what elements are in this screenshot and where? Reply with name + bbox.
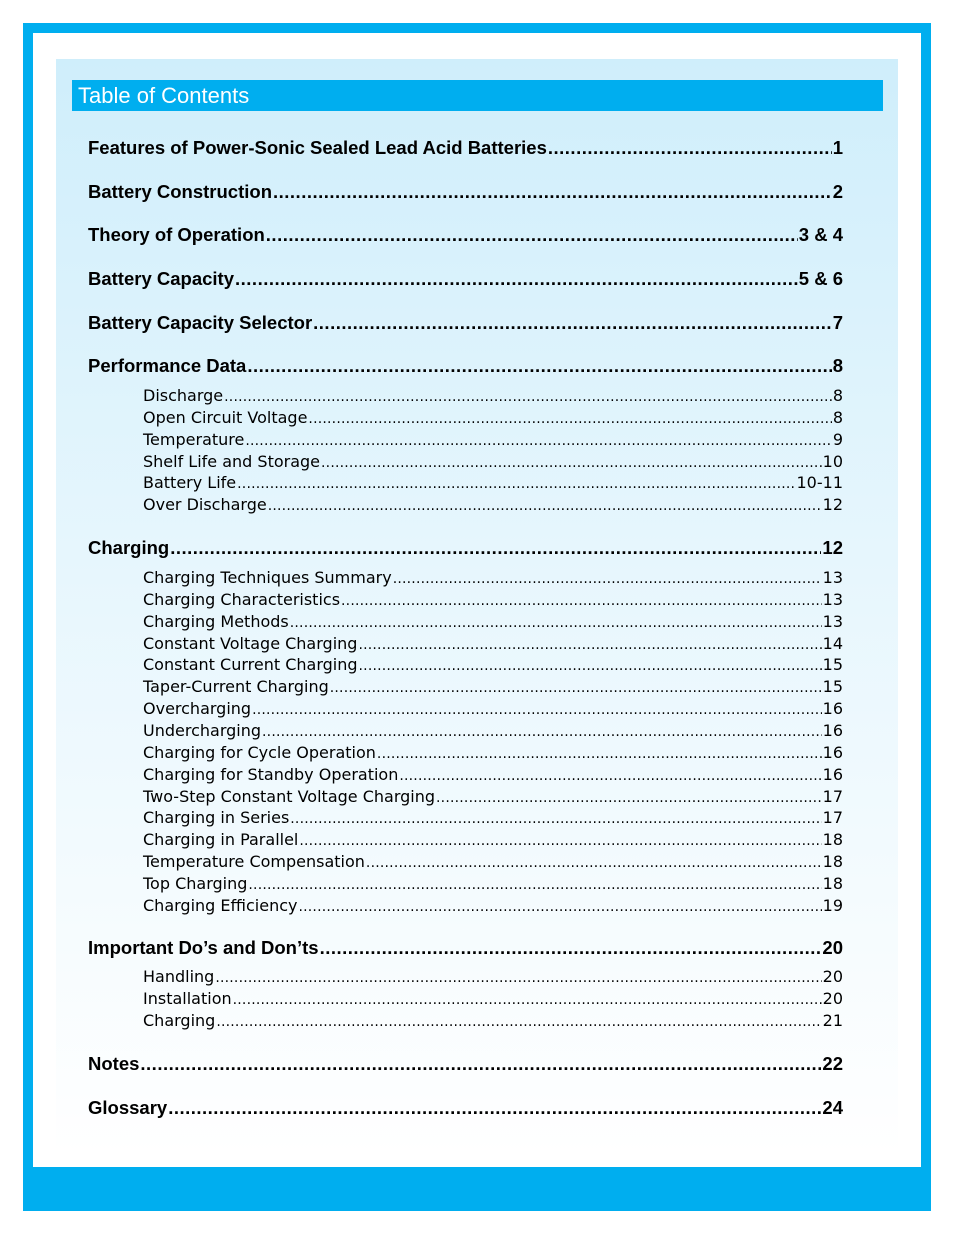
toc-subentry[interactable]	[143, 408, 843, 429]
toc-subentry-page: 10	[822, 451, 843, 471]
dot-leader	[248, 875, 821, 895]
toc-subentry-page: 16	[822, 699, 843, 719]
dot-leader	[290, 613, 822, 633]
toc-subentry-page: 18	[822, 852, 843, 872]
toc-entry-page: 8	[832, 355, 843, 376]
toc-subentry-label: Taper-Current Charging	[143, 677, 329, 697]
toc-subentry[interactable]	[143, 655, 843, 676]
toc-subentry-page: 8	[832, 407, 843, 427]
toc-subentry-label: Charging for Standby Operation	[143, 764, 399, 784]
toc-subentry-label: Installation	[143, 988, 232, 1008]
toc-subentry[interactable]	[143, 765, 843, 786]
dot-leader	[298, 897, 821, 917]
dot-leader	[399, 766, 821, 786]
toc-subentry-page: 13	[822, 568, 843, 587]
toc-subentry[interactable]	[143, 830, 843, 851]
toc-subentry-label: Charging Techniques Summary	[143, 568, 392, 587]
dot-leader	[252, 700, 822, 720]
toc-subentry-label: Over Discharge	[143, 495, 267, 515]
toc-subentry[interactable]	[143, 874, 843, 895]
toc-subentry[interactable]	[143, 677, 843, 698]
toc-entry-label: Theory of Operation	[88, 224, 265, 245]
toc-subentry-label: Charging for Cycle Operation	[143, 742, 376, 762]
toc-subentry-label: Temperature Compensation	[143, 852, 365, 872]
toc-entry[interactable]	[88, 937, 843, 959]
dot-leader	[359, 656, 822, 676]
toc-subentry-label: Overcharging	[143, 699, 252, 719]
toc-subentry-label: Constant Voltage Charging	[143, 633, 358, 653]
dot-leader	[224, 387, 832, 407]
dot-leader	[290, 809, 821, 829]
toc-entry-label: Battery Construction	[88, 181, 272, 202]
toc-subentry-page: 18	[822, 830, 843, 850]
toc-subentry[interactable]	[143, 386, 843, 407]
toc-subentry[interactable]	[143, 787, 843, 808]
dot-leader	[215, 968, 821, 988]
toc-subentry-page: 8	[832, 386, 843, 405]
toc-subentry[interactable]	[143, 989, 843, 1010]
toc-subentry[interactable]	[143, 495, 843, 516]
toc-subentry[interactable]	[143, 721, 843, 742]
toc-entry[interactable]	[88, 355, 843, 377]
toc-entry[interactable]	[88, 1053, 843, 1075]
toc-subentry[interactable]	[143, 473, 843, 494]
toc-subentry-page: 10-11	[796, 473, 843, 493]
toc-subentry[interactable]	[143, 743, 843, 764]
toc-entry-page: 24	[822, 1097, 843, 1118]
dot-leader	[235, 268, 798, 290]
dot-leader	[140, 1053, 821, 1075]
dot-leader	[366, 853, 822, 873]
dot-leader	[377, 744, 822, 764]
toc-subentry-page: 18	[822, 873, 843, 893]
dot-leader	[321, 453, 822, 473]
dot-leader	[233, 990, 822, 1010]
toc-subentry-label: Two-Step Constant Voltage Charging	[143, 786, 436, 806]
toc-entry-label: Battery Capacity Selector	[88, 312, 313, 333]
toc-entry-label: Battery Capacity	[88, 268, 235, 289]
dot-leader	[262, 722, 822, 742]
toc-subentry-page: 16	[822, 742, 843, 762]
toc-subentry-page: 21	[822, 1010, 843, 1030]
toc-subentry[interactable]	[143, 852, 843, 873]
toc-subentry-page: 17	[822, 786, 843, 806]
dot-leader	[299, 831, 821, 851]
toc-entry-label: Features of Power-Sonic Sealed Lead Acid Batteries	[88, 137, 547, 158]
toc-subentry[interactable]	[143, 568, 843, 589]
toc-subentry-page: 19	[822, 895, 843, 915]
toc-subentry-label: Temperature	[143, 429, 245, 449]
toc-entry-page: 12	[822, 537, 843, 558]
toc-subentry[interactable]	[143, 1011, 843, 1032]
toc-entry-page: 7	[832, 312, 843, 333]
toc-entry-page: 2	[832, 181, 843, 202]
dot-leader	[170, 537, 821, 559]
toc-subentry-label: Charging in Series	[143, 808, 290, 828]
toc-entry-page: 20	[822, 937, 843, 958]
toc-subentry-label: Charging	[143, 1010, 216, 1030]
toc-entry[interactable]	[88, 181, 843, 203]
toc-subentry-label: Charging Methods	[143, 611, 289, 631]
toc-entry-label: Charging	[88, 537, 170, 558]
dot-leader	[308, 409, 831, 429]
toc-title: Table of Contents	[78, 83, 250, 108]
toc-subentry-page: 13	[822, 611, 843, 631]
toc-entry-page: 1	[832, 137, 843, 158]
toc-subentry-label: Open Circuit Voltage	[143, 407, 308, 427]
toc-subentry[interactable]	[143, 452, 843, 473]
toc-subentry[interactable]	[143, 967, 843, 988]
dot-leader	[266, 224, 798, 246]
toc-subentry-label: Discharge	[143, 386, 224, 405]
dot-leader	[247, 355, 831, 377]
toc-subentry-page: 15	[822, 677, 843, 697]
toc-subentry-label: Battery Life	[143, 473, 237, 493]
toc-subentry-label: Top Charging	[143, 873, 248, 893]
toc-subentry-page: 9	[832, 429, 843, 449]
toc-subentry-label: Shelf Life and Storage	[143, 451, 321, 471]
toc-entry[interactable]	[88, 137, 843, 159]
dot-leader	[320, 937, 822, 959]
toc-subentry[interactable]	[143, 612, 843, 633]
dot-leader	[330, 678, 822, 698]
toc-subentry[interactable]	[143, 634, 843, 655]
dot-leader	[245, 431, 831, 451]
toc-entry-page: 22	[822, 1053, 843, 1074]
dot-leader	[237, 474, 795, 494]
dot-leader	[436, 788, 822, 808]
toc-subentry-page: 16	[822, 720, 843, 740]
toc-entry-page: 5 & 6	[798, 268, 843, 289]
dot-leader	[393, 569, 822, 589]
toc-subentry-label: Constant Current Charging	[143, 655, 358, 675]
toc-subentry-page: 20	[822, 967, 843, 986]
dot-leader	[268, 496, 822, 516]
toc-entry[interactable]	[88, 268, 843, 290]
toc-subentry-page: 20	[822, 988, 843, 1008]
toc-entry-label: Important Do’s and Don’ts	[88, 937, 319, 958]
dot-leader	[358, 635, 821, 655]
toc-entry-page: 3 & 4	[798, 224, 843, 245]
dot-leader	[168, 1097, 821, 1119]
toc-subentry[interactable]	[143, 699, 843, 720]
toc-subentry-page: 15	[822, 655, 843, 675]
dot-leader	[216, 1012, 821, 1032]
toc-subentry-page: 16	[822, 764, 843, 784]
toc-subentry[interactable]	[143, 590, 843, 611]
toc-entry[interactable]	[88, 312, 843, 334]
toc-subentry-page: 12	[822, 495, 843, 515]
toc-subentry-label: Charging Efficiency	[143, 895, 298, 915]
toc-subentry-label: Charging Characteristics	[143, 589, 341, 609]
toc-entry[interactable]	[88, 537, 843, 559]
toc-entry[interactable]	[88, 224, 843, 246]
toc-entry-label: Glossary	[88, 1097, 168, 1118]
toc-subentry[interactable]	[143, 896, 843, 917]
toc-entry-label: Performance Data	[88, 355, 247, 376]
toc-subentry-page: 13	[822, 589, 843, 609]
dot-leader	[341, 591, 822, 611]
toc-subentry-page: 14	[822, 633, 843, 653]
toc-subentry[interactable]	[143, 808, 843, 829]
toc-subentry-label: Handling	[143, 967, 215, 986]
toc-entry[interactable]	[88, 1097, 843, 1119]
toc-subentry-label: Undercharging	[143, 720, 262, 740]
dot-leader	[548, 137, 832, 159]
dot-leader	[273, 181, 832, 203]
toc-entry-label: Notes	[88, 1053, 140, 1074]
toc-subentry-page: 17	[822, 808, 843, 828]
toc-subentry-label: Charging in Parallel	[143, 830, 299, 850]
toc-subentry[interactable]	[143, 430, 843, 451]
dot-leader	[313, 312, 832, 334]
